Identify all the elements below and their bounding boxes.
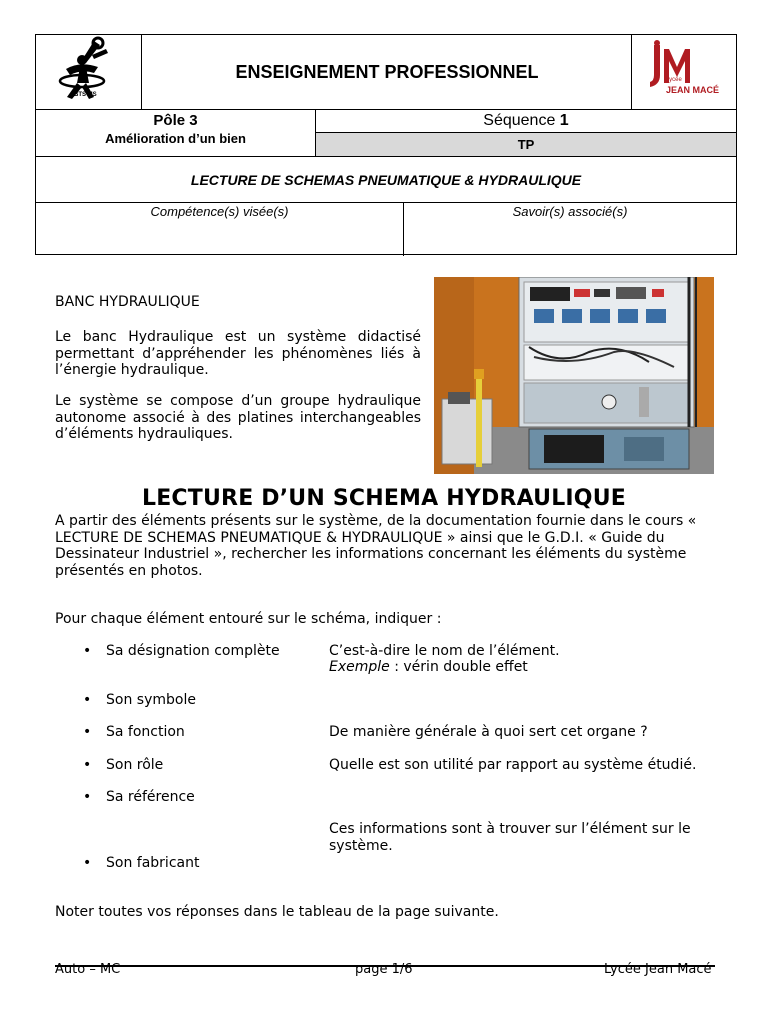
main-title: LECTURE D’UN SCHEMA HYDRAULIQUE — [141, 486, 626, 511]
footer-page-number: page 1/6 — [355, 962, 413, 977]
bullet-icon: • — [83, 643, 92, 659]
logo-lycee-name: JEAN MACÉ — [666, 85, 720, 95]
bullet-icon: • — [83, 855, 92, 871]
header-row-title — [36, 35, 736, 110]
footer-right: Lycée Jean Macé — [604, 962, 712, 977]
pole-label: Pôle 3 — [153, 112, 198, 129]
list-item-fonction: Sa fonction — [106, 724, 185, 740]
tp-cell: TP — [316, 133, 736, 156]
list-item-designation: Sa désignation complète — [106, 643, 280, 659]
main-intro: A partir des éléments présents sur le système, de la documentation fournie dans le cours « LECTURE DE SCHEMAS PNEUMATIQUE & HYDRAULIQUE » ainsi que le G.D.I. « Guide du Dessinateur Industriel », rechercher les informations concernant les éléments du système présentés en photos. — [55, 513, 697, 579]
example-text: : vérin double effet — [389, 659, 528, 675]
header-table — [35, 34, 737, 255]
banc-paragraph-2: Le système se compose d’un groupe hydraulique autonome associé à des platines interchangeables d’éléments hydrauliques. — [55, 393, 421, 442]
logo-lycee-small: Lycée — [666, 77, 682, 83]
list-item-fonction-desc: De manière générale à quoi sert cet organe ? — [329, 724, 648, 740]
competences-cell: Compétence(s) visée(s) — [36, 203, 404, 256]
bullet-icon: • — [83, 692, 92, 708]
sequence-cell — [316, 109, 736, 133]
list-item-fabricant: Son fabricant — [106, 855, 200, 871]
sequence-number: 1 — [559, 112, 569, 129]
pole-subtitle: Amélioration d’un bien — [105, 131, 246, 146]
footer-left: Auto – MC — [55, 962, 121, 977]
bullet-icon: • — [83, 789, 92, 805]
lycee-jean-mace-logo — [631, 35, 736, 109]
header-row-competences — [36, 203, 736, 255]
example-label: Exemple — [329, 659, 390, 675]
banc-paragraph-1: Le banc Hydraulique est un système didactisé permettant d’appréhender les phénomènes liés à l’énergie hydraulique. — [55, 329, 421, 378]
main-instruction: Pour chaque élément entouré sur le schéma, indiquer : — [55, 611, 442, 627]
list-item-role: Son rôle — [106, 757, 164, 773]
bts-ms-logo — [36, 35, 142, 109]
info-note: Ces informations sont à trouver sur l’élément sur le système. — [329, 821, 691, 854]
list-item-symbole: Son symbole — [106, 692, 196, 708]
list-item-role-desc: Quelle est son utilité par rapport au système étudié. — [329, 757, 697, 773]
closing-note: Noter toutes vos réponses dans le tableau de la page suivante. — [55, 904, 499, 920]
header-title: ENSEIGNEMENT PROFESSIONNEL — [235, 61, 539, 82]
sequence-label: Séquence — [483, 112, 556, 129]
pole-cell — [36, 109, 316, 156]
bts-ms-logo-text: BTS MS — [74, 92, 97, 98]
header-row-pole — [36, 109, 736, 157]
savoirs-cell: Savoir(s) associé(s) — [512, 204, 628, 219]
subject-title: LECTURE DE SCHEMAS PNEUMATIQUE & HYDRAULIQUE — [36, 157, 736, 203]
example-line — [329, 659, 528, 676]
bullet-icon: • — [83, 757, 92, 773]
list-item-designation-desc: C’est-à-dire le nom de l’élément. — [329, 643, 560, 659]
list-item-reference: Sa référence — [106, 789, 195, 805]
bullet-icon: • — [83, 724, 92, 740]
banc-hydraulique-photo — [434, 277, 714, 474]
banc-title: BANC HYDRAULIQUE — [55, 294, 200, 310]
